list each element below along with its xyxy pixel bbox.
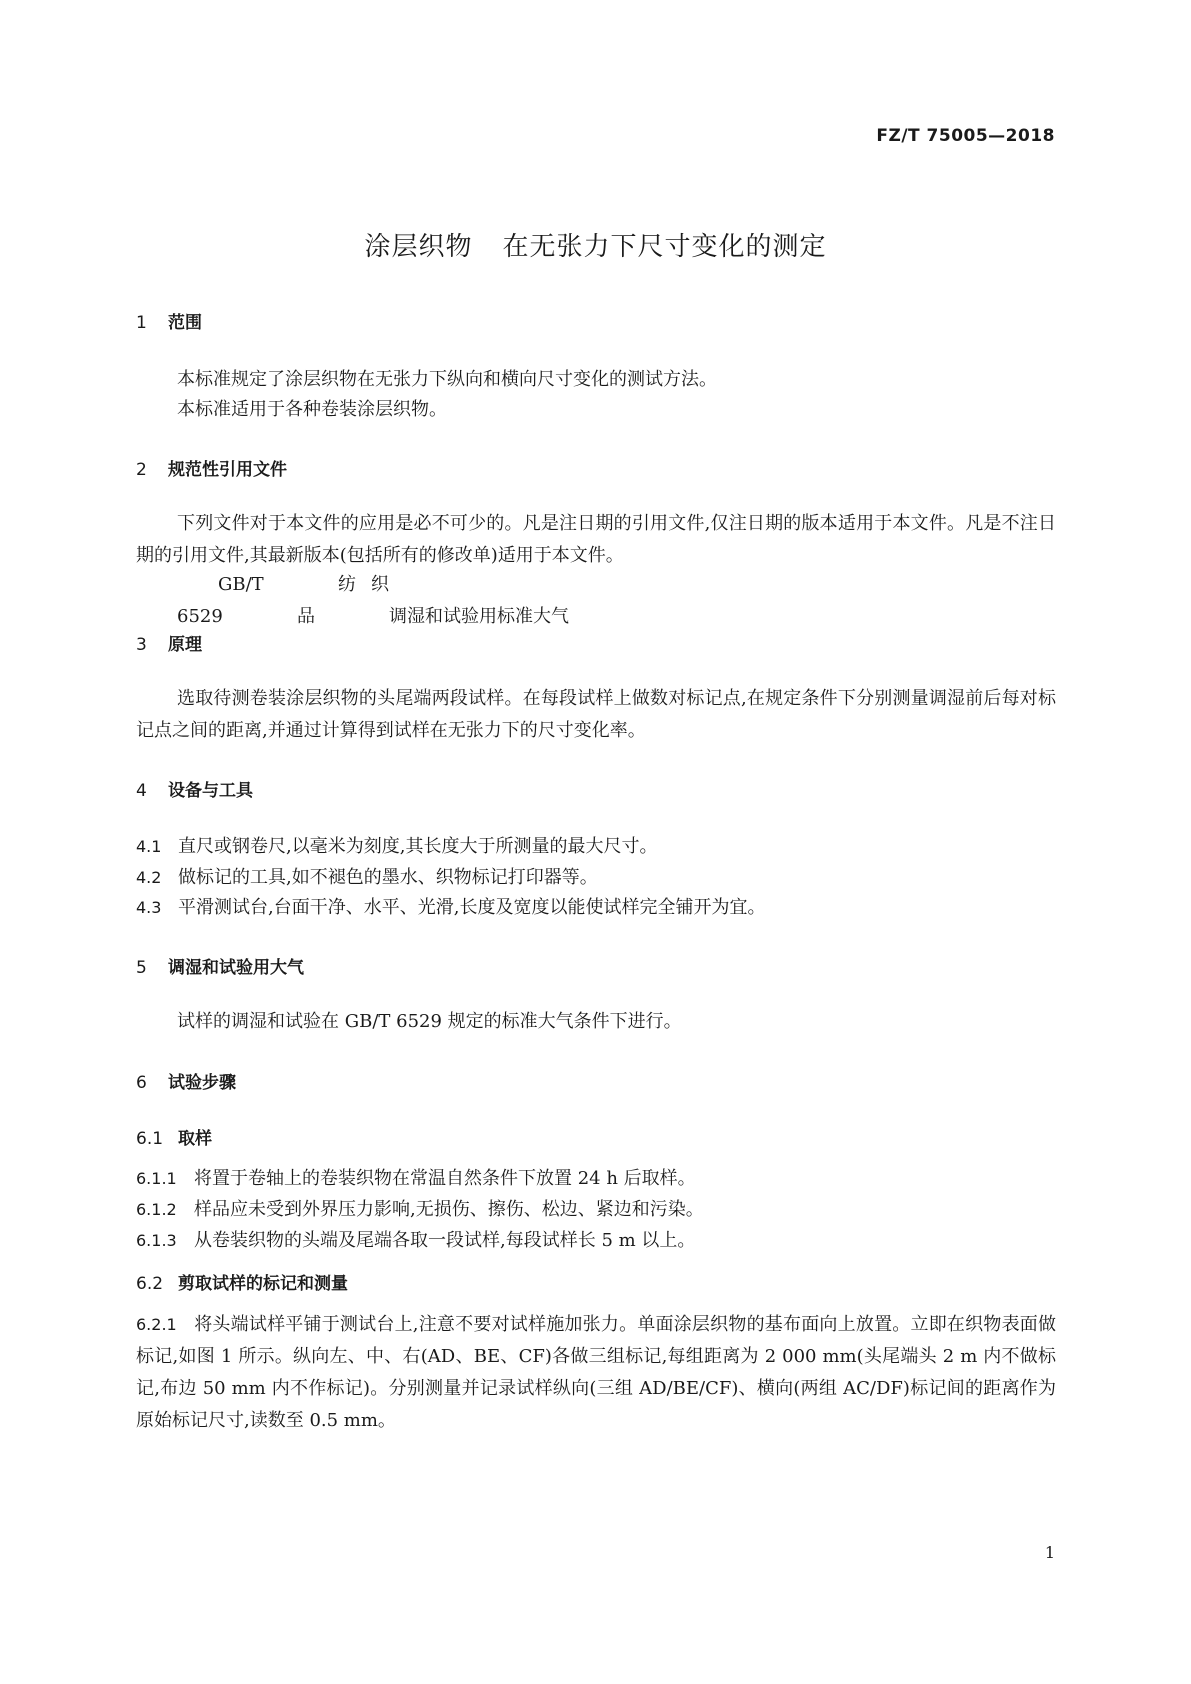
item-number: 4.1	[136, 837, 162, 856]
item-number: 4.3	[136, 898, 162, 917]
item-text: 直尺或钢卷尺,以毫米为刻度,其长度大于所测量的最大尺寸。	[178, 836, 658, 857]
item-text: 样品应未受到外界压力影响,无损伤、擦伤、松边、紧边和污染。	[194, 1199, 704, 1220]
list-item	[136, 893, 765, 919]
reference-code: GB/T 6529	[177, 574, 264, 627]
section-title: 试验步骤	[168, 1073, 236, 1093]
section-6-2-heading	[136, 1269, 348, 1294]
item-text: 从卷装织物的头端及尾端各取一段试样,每段试样长 5 m 以上。	[194, 1230, 696, 1251]
normative-reference	[136, 569, 1056, 633]
list-item	[136, 1164, 696, 1190]
section-number: 5	[136, 958, 147, 978]
section-3-paragraph-1: 选取待测卷装涂层织物的头尾端两段试样。在每段试样上做数对标记点,在规定条件下分别测量调湿前后每对标记点之间的距离,并通过计算得到试样在无张力下的尺寸变化率。	[136, 688, 1056, 741]
section-number: 1	[136, 313, 147, 333]
section-5-heading	[136, 953, 304, 978]
document-code: FZ/T 75005—2018	[876, 126, 1055, 146]
section-1-heading	[136, 308, 202, 333]
list-item	[136, 1226, 695, 1252]
item-number: 6.2.1	[136, 1315, 177, 1334]
section-title: 剪取试样的标记和测量	[178, 1274, 348, 1294]
section-6-heading	[136, 1068, 236, 1093]
page-title	[0, 226, 1191, 263]
section-5-paragraph-1: 试样的调湿和试验在 GB/T 6529 规定的标准大气条件下进行。	[177, 1011, 682, 1032]
section-number: 6	[136, 1073, 147, 1093]
page-number: 1	[1044, 1543, 1055, 1562]
section-number: 3	[136, 635, 147, 655]
section-6-1-heading	[136, 1124, 212, 1149]
item-number: 6.1.1	[136, 1169, 177, 1188]
item-text: 将头端试样平铺于测试台上,注意不要对试样施加张力。单面涂层织物的基布面向上放置。立即在织物表面做标记,如图 1 所示。纵向左、中、右(AD、BE、CF)各做三组标记,每组距离为 2 000 mm(头尾端头 2 m 内不做标记,布边 50 mm 内不作标记)。分别测量并记录试样纵向(三组 AD/BE/CF)、横向(两组 AC/DF)标记间的距离作为原始标记尺寸,读数至 0.5 mm。	[136, 1314, 1056, 1431]
list-item	[136, 863, 598, 889]
reference-title-b: 调湿和试验用标准大气	[389, 606, 569, 627]
section-title: 取样	[178, 1129, 212, 1149]
section-number: 6.2	[136, 1274, 164, 1294]
list-item	[136, 1195, 704, 1221]
section-title: 规范性引用文件	[168, 460, 287, 480]
section-title: 设备与工具	[168, 781, 253, 801]
section-2-paragraph-1: 下列文件对于本文件的应用是必不可少的。凡是注日期的引用文件,仅注日期的版本适用于本文件。凡是不注日期的引用文件,其最新版本(包括所有的修改单)适用于本文件。	[136, 513, 1056, 566]
title-part-1: 涂层织物	[364, 232, 473, 262]
section-title: 原理	[168, 635, 202, 655]
section-number: 6.1	[136, 1129, 164, 1149]
section-1-paragraph-2: 本标准适用于各种卷装涂层织物。	[177, 399, 447, 420]
item-number: 4.2	[136, 868, 162, 887]
item-number: 6.1.3	[136, 1231, 177, 1250]
section-6-2-1-paragraph	[136, 1309, 1056, 1437]
section-4-heading	[136, 776, 253, 801]
item-number: 6.1.2	[136, 1200, 177, 1219]
section-title: 调湿和试验用大气	[168, 958, 304, 978]
section-number: 2	[136, 460, 147, 480]
section-1-paragraph-1: 本标准规定了涂层织物在无张力下纵向和横向尺寸变化的测试方法。	[177, 369, 717, 390]
item-text: 平滑测试台,台面干净、水平、光滑,长度及宽度以能使试样完全铺开为宜。	[178, 897, 766, 918]
reference-title-a: 纺织品	[297, 574, 389, 627]
list-item	[136, 832, 657, 858]
section-title: 范围	[168, 313, 202, 333]
item-text: 将置于卷轴上的卷装织物在常温自然条件下放置 24 h 后取样。	[194, 1168, 696, 1189]
section-number: 4	[136, 781, 147, 801]
item-text: 做标记的工具,如不褪色的墨水、织物标记打印器等。	[178, 867, 598, 888]
section-2-heading	[136, 455, 287, 480]
title-part-2: 在无张力下尺寸变化的测定	[502, 232, 827, 262]
section-3-heading	[136, 630, 202, 655]
